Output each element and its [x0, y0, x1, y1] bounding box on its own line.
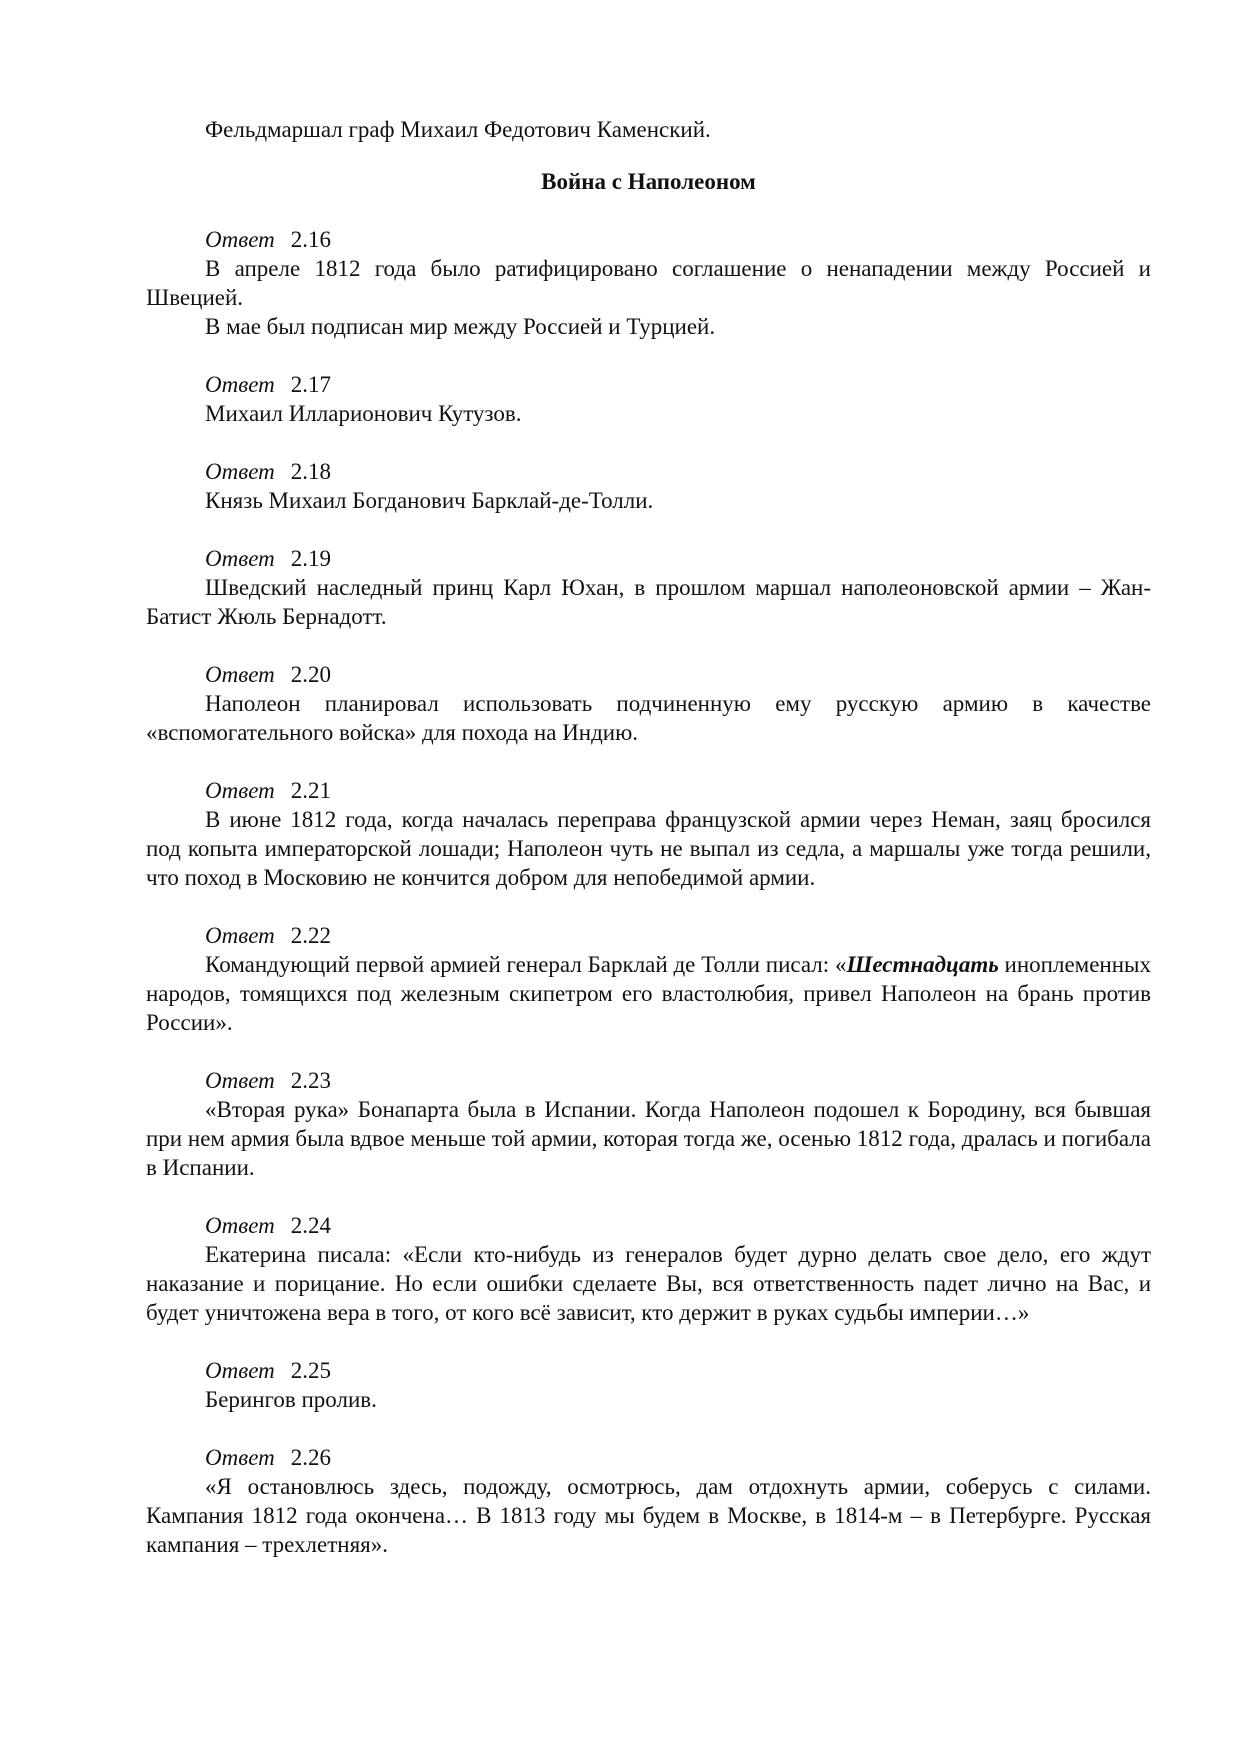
answer-label: Ответ [205, 1068, 275, 1093]
answer-header [146, 776, 1151, 805]
answer-label: Ответ [205, 1445, 275, 1470]
answer-header [146, 544, 1151, 573]
answer-header [146, 660, 1151, 689]
answer-block [146, 660, 1151, 747]
answer-text: Берингов пролив. [205, 1387, 377, 1412]
answer-header [146, 225, 1151, 254]
answer-block [146, 1443, 1151, 1559]
answer-text: В мае был подписан мир между Россией и Турцией. [205, 314, 716, 339]
answer-number: 2.19 [290, 546, 331, 571]
answer-number: 2.24 [290, 1213, 331, 1238]
answer-header [146, 921, 1151, 950]
answer-label: Ответ [205, 778, 275, 803]
answer-block [146, 921, 1151, 1037]
answer-label: Ответ [205, 546, 275, 571]
answer-block [146, 1066, 1151, 1182]
answer-number: 2.23 [290, 1068, 331, 1093]
answer-header [146, 1211, 1151, 1240]
answer-header [146, 457, 1151, 486]
answer-text: Шведский наследный принц Карл Юхан, в прошлом маршал наполеоновской армии – Жан-Батист Жюль Бернадотт. [146, 575, 1151, 629]
answer-text: Екатерина писала: «Если кто-нибудь из генералов будет дурно делать свое дело, его ждут наказание и порицание. Но если ошибки сделаете Вы, вся ответственность падет лично на Вас, и будет уничтожена вера в того, от кого всё зависит, кто держит в руках судьбы империи…» [146, 1242, 1151, 1325]
answer-number: 2.26 [290, 1445, 331, 1470]
answer-block [146, 544, 1151, 631]
answer-label: Ответ [205, 227, 275, 252]
answer-number: 2.17 [290, 372, 331, 397]
quote-lead: Командующий первой армией генерал Барклай де Толли писал: « [205, 952, 847, 977]
answer-block [146, 225, 1151, 341]
answer-label: Ответ [205, 372, 275, 397]
answer-text: В апреле 1812 года было ратифицировано соглашение о ненападении между Россией и Швецией. [146, 256, 1151, 310]
quote-emphasis: Шестнадцать [846, 952, 999, 977]
answer-header [146, 1066, 1151, 1095]
section-title: Война с Наполеоном [541, 169, 756, 194]
answer-text [146, 950, 1151, 1037]
answer-block [146, 1356, 1151, 1414]
answer-label: Ответ [205, 1213, 275, 1238]
answer-header [146, 1356, 1151, 1385]
answer-text: Князь Михаил Богданович Барклай-де-Толли. [205, 488, 654, 513]
answer-label: Ответ [205, 459, 275, 484]
answer-number: 2.18 [290, 459, 331, 484]
answer-number: 2.21 [290, 778, 331, 803]
answer-text: Михаил Илларионович Кутузов. [205, 401, 522, 426]
quote-rest: иноплеменных народов, томящихся под железным скипетром его властолюбия, привел Наполеон на брань против России». [146, 952, 1151, 1035]
answer-text: «Я остановлюсь здесь, подожду, осмотрюсь, дам отдохнуть армии, соберусь с силами. Кампания 1812 года окончена… В 1813 году мы будем в Москве, в 1814-м – в Петербурге. Русская кампания – трехлетняя». [146, 1474, 1151, 1557]
answer-text: В июне 1812 года, когда началась переправа французской армии через Неман, заяц бросился под копыта императорской лошади; Наполеон чуть не выпал из седла, а маршалы уже тогда решили, что поход в Московию не кончится добром для непобедимой армии. [146, 807, 1151, 890]
answer-label: Ответ [205, 662, 275, 687]
answer-number: 2.25 [290, 1358, 331, 1383]
answer-label: Ответ [205, 923, 275, 948]
answer-block [146, 776, 1151, 892]
document-page [146, 115, 1151, 1559]
answer-number: 2.16 [290, 227, 331, 252]
answer-text: Наполеон планировал использовать подчиненную ему русскую армию в качестве «вспомогательного войска» для похода на Индию. [146, 691, 1151, 745]
answer-number: 2.20 [290, 662, 331, 687]
answer-number: 2.22 [290, 923, 331, 948]
answer-text: «Вторая рука» Бонапарта была в Испании. Когда Наполеон подошел к Бородину, вся бывшая при нем армия была вдвое меньше той армии, которая тогда же, осенью 1812 года, дралась и погибала в Испании. [146, 1097, 1151, 1180]
answer-block [146, 457, 1151, 515]
intro-line: Фельдмаршал граф Михаил Федотович Каменский. [205, 117, 711, 142]
answer-header [146, 370, 1151, 399]
answer-header [146, 1443, 1151, 1472]
answer-block [146, 370, 1151, 428]
answer-block [146, 1211, 1151, 1327]
answer-label: Ответ [205, 1358, 275, 1383]
